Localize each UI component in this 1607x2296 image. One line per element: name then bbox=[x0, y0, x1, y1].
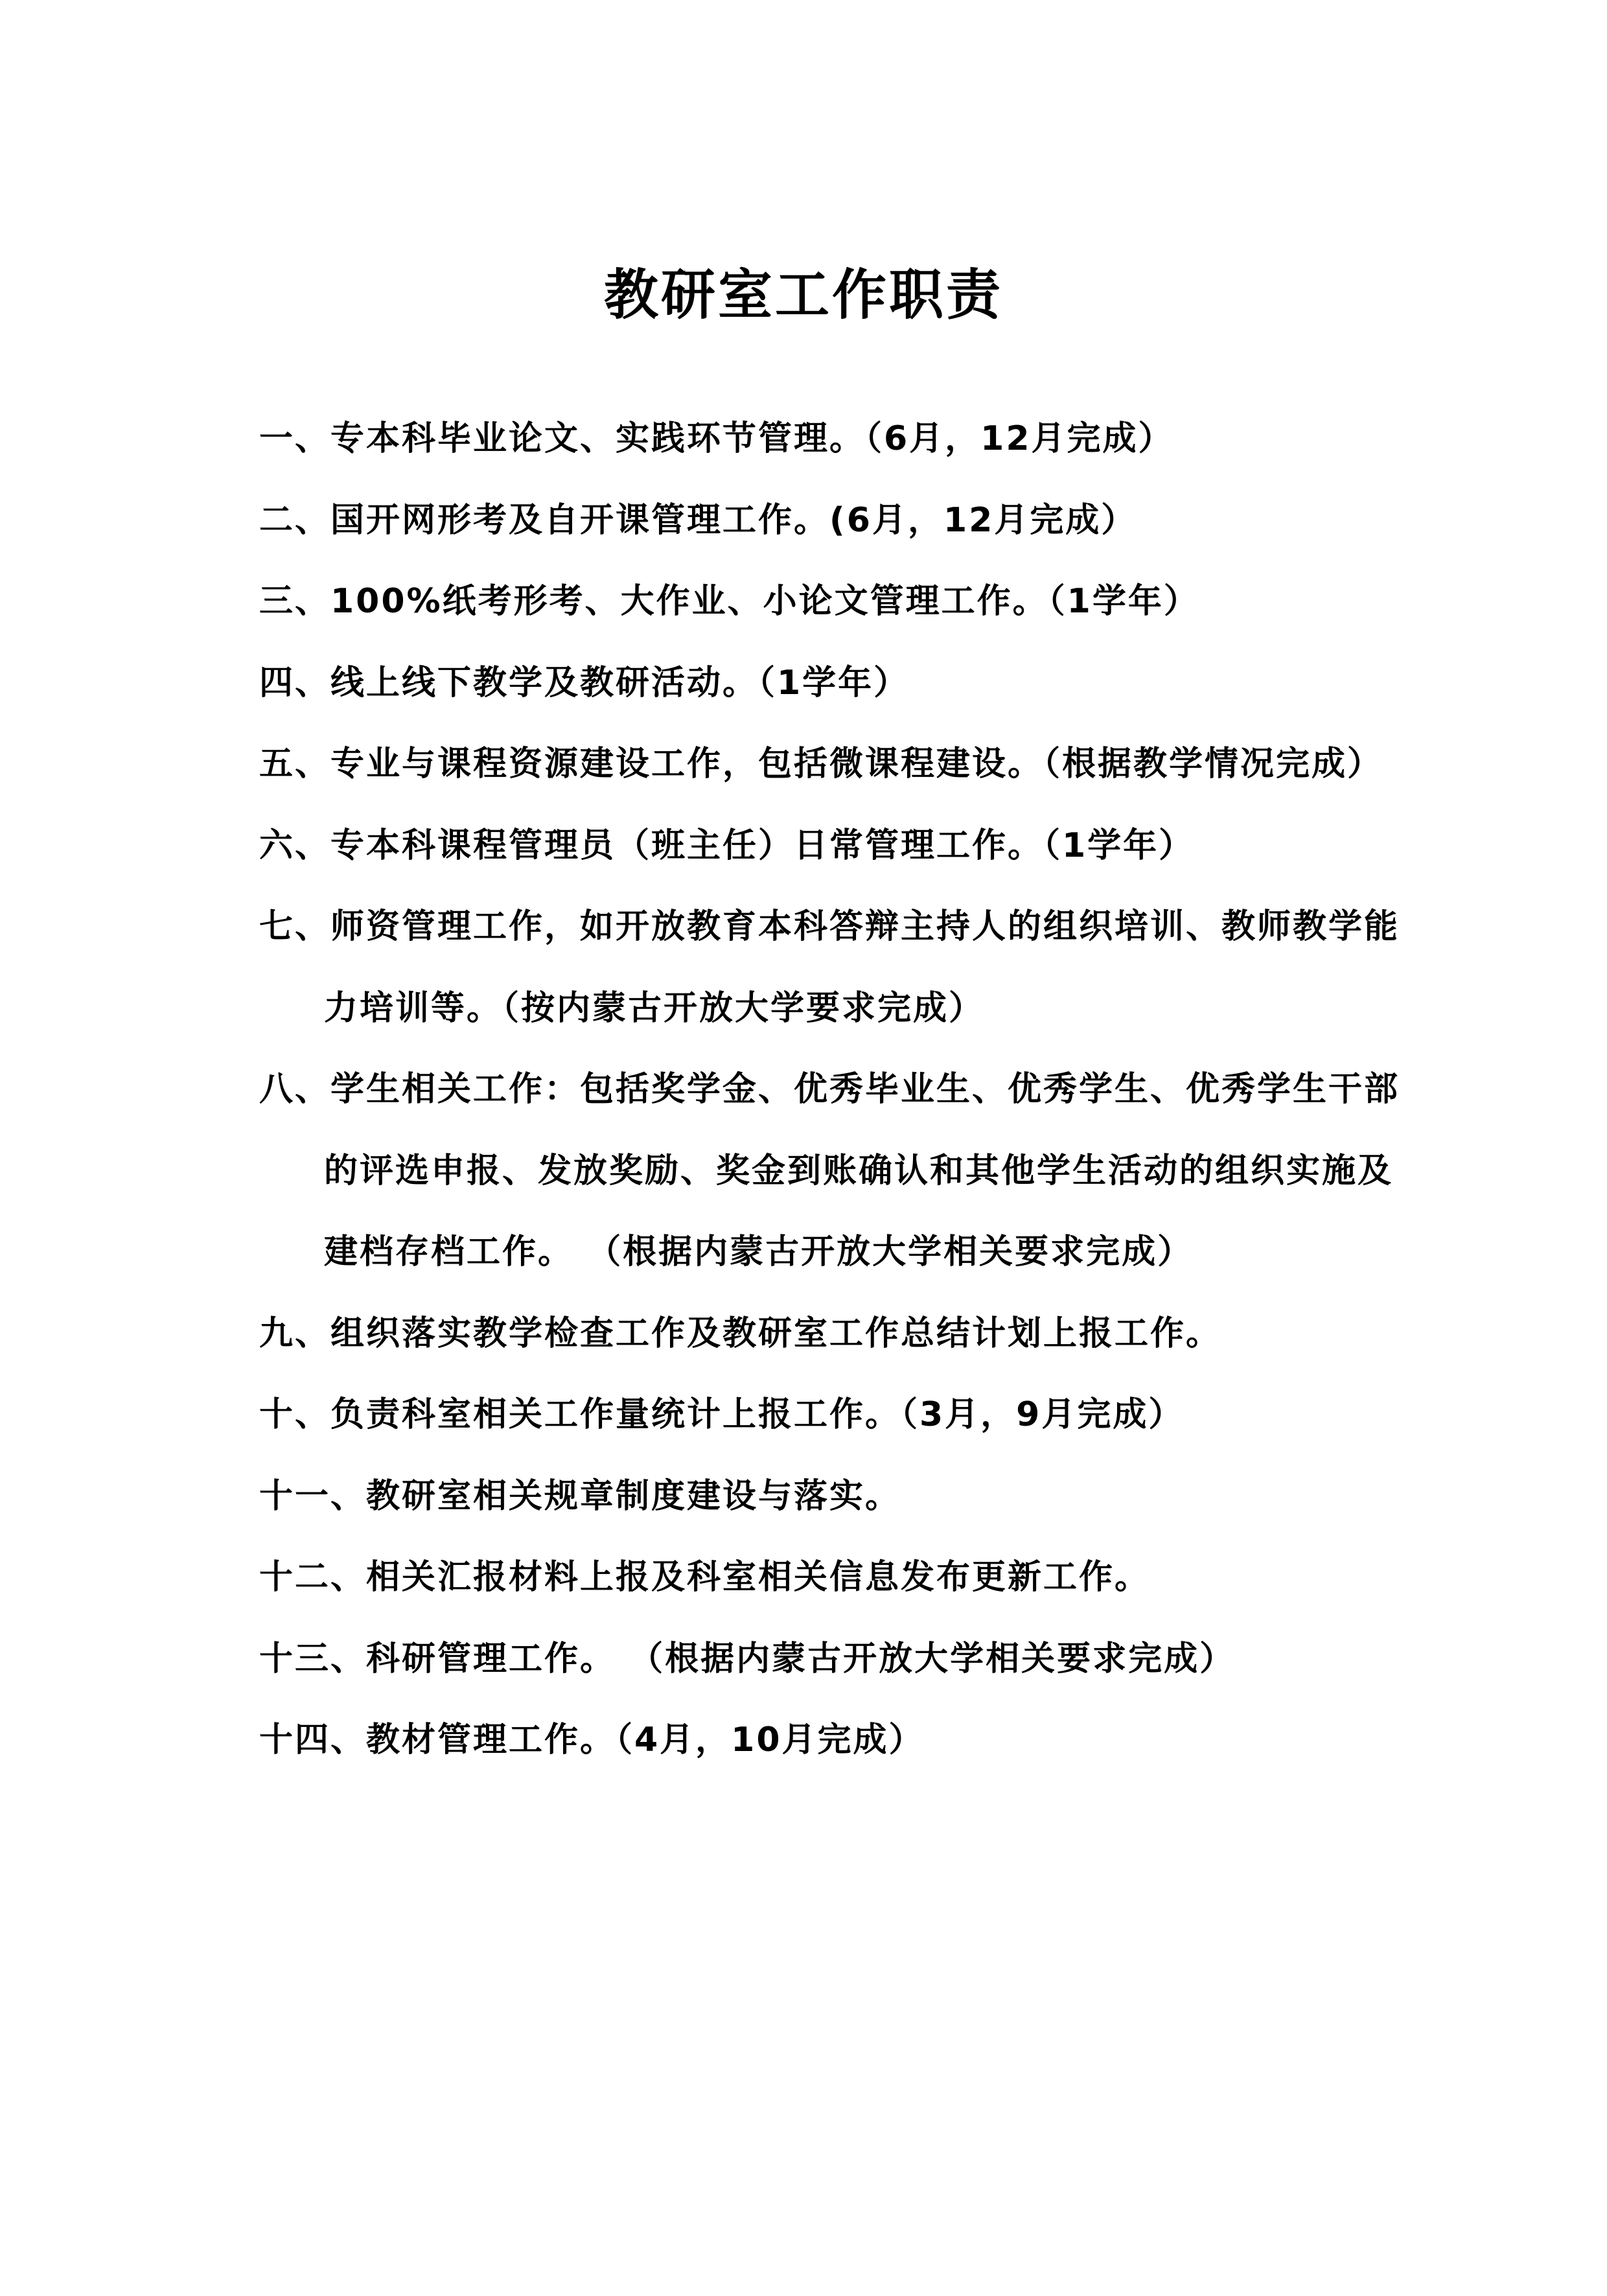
duty-item-line: 五、专业与课程资源建设工作，包括微课程建设。（根据教学情况完成） bbox=[259, 745, 1383, 783]
duty-item-line: 七、师资管理工作，如开放教育本科答辩主持人的组织培训、教师教学能 bbox=[259, 907, 1400, 946]
duty-item bbox=[259, 480, 1400, 562]
duty-item bbox=[259, 1049, 1400, 1293]
duty-item-line: 三、100%纸考形考、大作业、小论文管理工作。（1学年） bbox=[259, 582, 1199, 621]
duty-item bbox=[259, 806, 1400, 887]
duty-item-continuation: 的评选申报、发放奖励、奖金到账确认和其他学生活动的组织实施及 bbox=[324, 1151, 1394, 1190]
duty-list bbox=[259, 399, 1400, 1781]
duty-item-line: 一、专本科毕业论文、实践环节管理。（6月，12月完成） bbox=[259, 419, 1174, 458]
duty-item bbox=[259, 643, 1400, 725]
duty-item bbox=[259, 1619, 1400, 1700]
duty-item-line: 十三、科研管理工作。 （根据内蒙古开放大学相关要求完成） bbox=[259, 1639, 1236, 1678]
duty-item-line: 十一、教研室相关规章制度建设与落实。 bbox=[259, 1476, 901, 1516]
duty-item-line: 四、线上线下教学及教研活动。（1学年） bbox=[259, 663, 910, 702]
duty-item bbox=[259, 1293, 1400, 1375]
duty-item bbox=[259, 887, 1400, 1049]
duty-item bbox=[259, 1456, 1400, 1538]
duty-item-line: 九、组织落实教学检查工作及教研室工作总结计划上报工作。 bbox=[259, 1314, 1222, 1353]
duty-item bbox=[259, 1537, 1400, 1619]
duty-item bbox=[259, 561, 1400, 643]
duty-item-line: 十二、相关汇报材料上报及科室相关信息发布更新工作。 bbox=[259, 1558, 1151, 1597]
duty-item bbox=[259, 1374, 1400, 1456]
duty-item-line: 二、国开网形考及自开课管理工作。(6月，12月完成） bbox=[259, 500, 1137, 540]
duty-item bbox=[259, 724, 1400, 806]
duty-item-line: 十四、教材管理工作。（4月，10月完成） bbox=[259, 1721, 925, 1759]
duty-item-continuation: 建档存档工作。 （根据内蒙古开放大学相关要求完成） bbox=[324, 1233, 1194, 1271]
duty-item bbox=[259, 1700, 1400, 1781]
duty-item-line: 十、负责科室相关工作量统计上报工作。（3月，9月完成） bbox=[259, 1395, 1185, 1434]
duty-item bbox=[259, 399, 1400, 480]
document-title: 教研室工作职责 bbox=[603, 263, 1003, 327]
duty-item-line: 六、专本科课程管理员（班主任）日常管理工作。（1学年） bbox=[259, 826, 1195, 865]
duty-item-continuation: 力培训等。（按内蒙古开放大学要求完成） bbox=[324, 988, 985, 1028]
duty-item-line: 八、学生相关工作：包括奖学金、优秀毕业生、优秀学生、优秀学生干部 bbox=[259, 1070, 1400, 1109]
